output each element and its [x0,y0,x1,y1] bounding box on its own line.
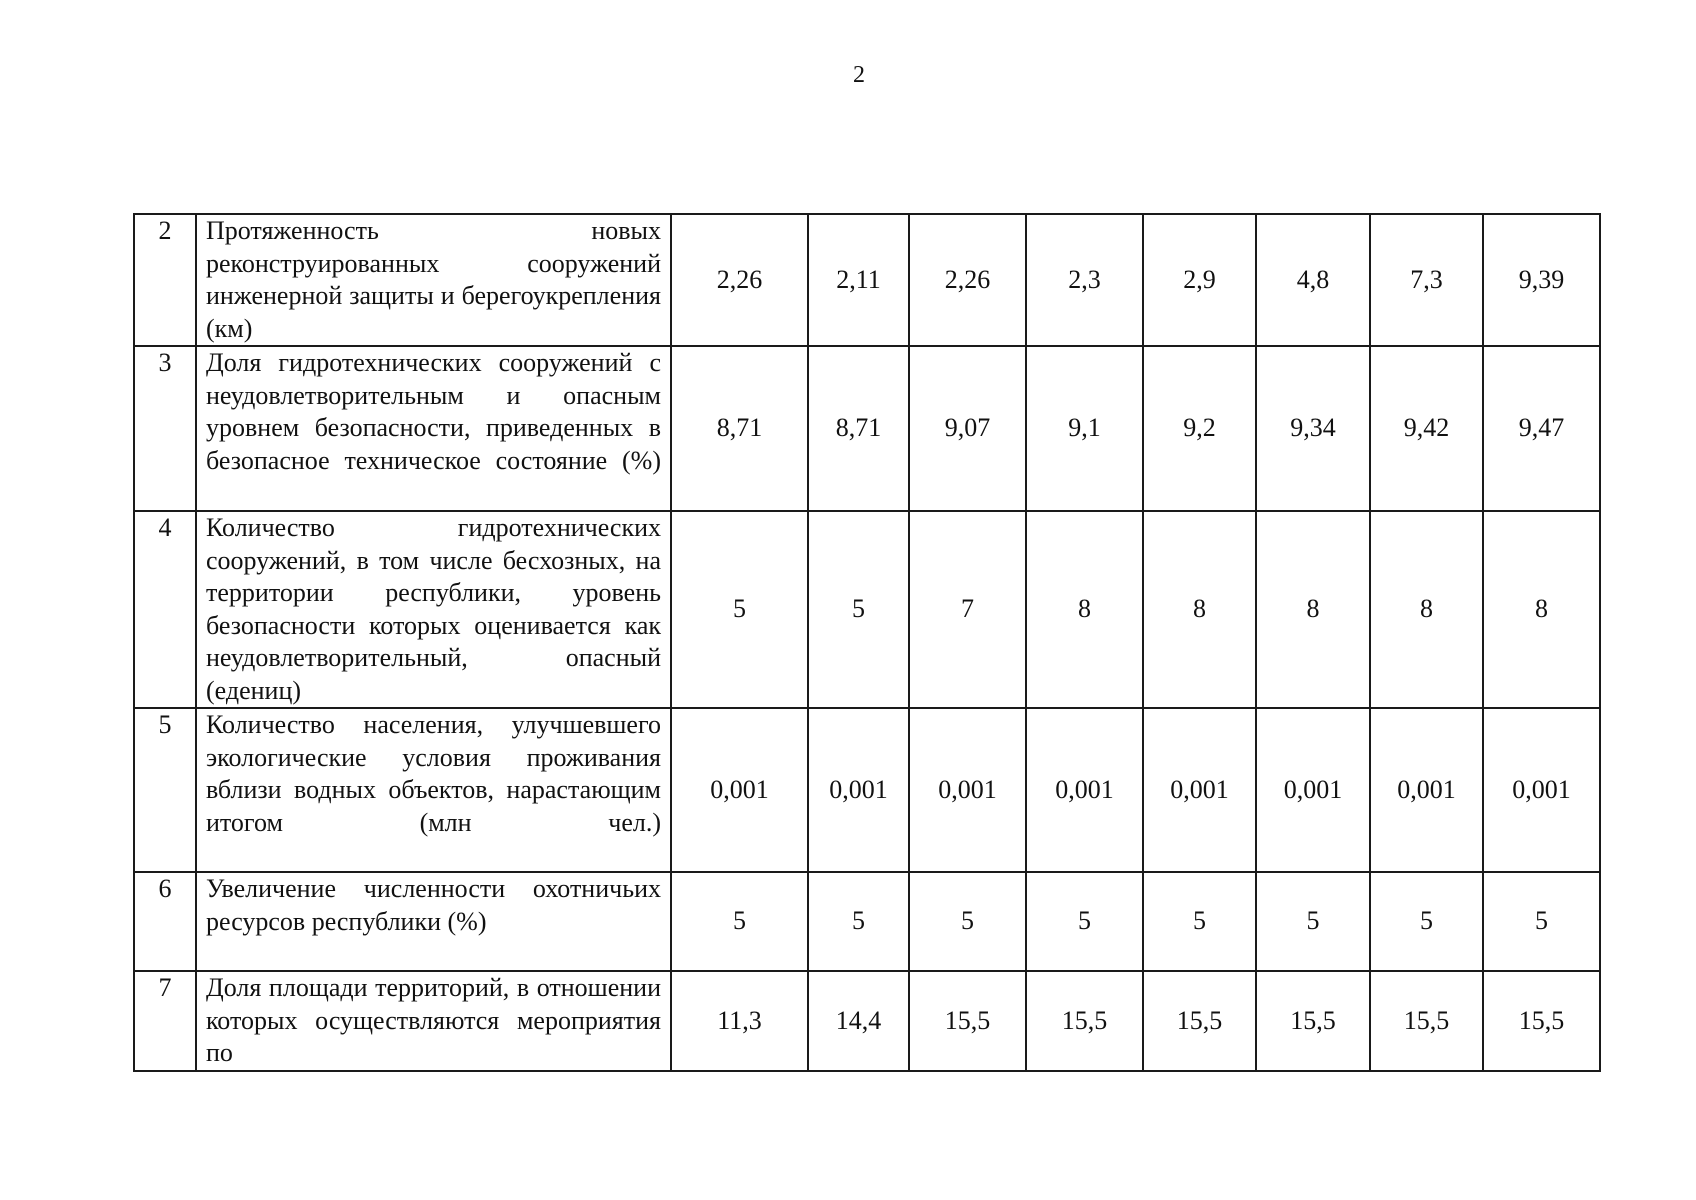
value-cell: 8 [1256,511,1370,708]
value-cell: 5 [1483,872,1600,971]
value-cell: 8 [1026,511,1143,708]
value-cell: 15,5 [1143,971,1256,1071]
value-cell: 5 [671,872,808,971]
value-cell: 14,4 [808,971,909,1071]
value-cell: 5 [1370,872,1483,971]
value-cell: 5 [671,511,808,708]
row-number-cell: 2 [134,214,196,346]
table-body [134,214,1600,1071]
value-cell: 0,001 [1483,708,1600,872]
value-cell: 5 [1143,872,1256,971]
value-cell: 7 [909,511,1026,708]
row-number-cell: 4 [134,511,196,708]
value-cell: 0,001 [808,708,909,872]
row-number-cell: 7 [134,971,196,1071]
value-cell: 15,5 [1483,971,1600,1071]
value-cell: 5 [808,872,909,971]
value-cell: 9,07 [909,346,1026,511]
value-cell: 5 [808,511,909,708]
indicator-name-cell: Увеличение численности охотничьих ресурсов республики (%) [196,872,671,971]
value-cell: 9,47 [1483,346,1600,511]
value-cell: 0,001 [1256,708,1370,872]
table-row [134,511,1600,708]
indicators-table [133,213,1601,1072]
table-row [134,872,1600,971]
value-cell: 15,5 [1256,971,1370,1071]
page-number: 2 [853,62,865,88]
indicator-name-cell: Количество населения, улучшевшего экологические условия проживания вблизи водных объектов, нарастающим итогом (млн чел.) [196,708,671,872]
value-cell: 9,42 [1370,346,1483,511]
table-row [134,971,1600,1071]
value-cell: 4,8 [1256,214,1370,346]
value-cell: 0,001 [1026,708,1143,872]
value-cell: 8 [1483,511,1600,708]
value-cell: 9,1 [1026,346,1143,511]
value-cell: 5 [1026,872,1143,971]
value-cell: 9,2 [1143,346,1256,511]
value-cell: 8 [1143,511,1256,708]
value-cell: 15,5 [1370,971,1483,1071]
value-cell: 15,5 [1026,971,1143,1071]
value-cell: 0,001 [671,708,808,872]
value-cell: 15,5 [909,971,1026,1071]
value-cell: 8,71 [808,346,909,511]
value-cell: 9,39 [1483,214,1600,346]
value-cell: 0,001 [1370,708,1483,872]
value-cell: 8,71 [671,346,808,511]
row-number-cell: 5 [134,708,196,872]
indicator-name-cell: Доля площади территорий, в отношении которых осуществляются мероприятия по [196,971,671,1071]
value-cell: 11,3 [671,971,808,1071]
indicator-name-cell: Протяженность новых реконструированных сооружений инженерной защиты и берегоукрепления (км) [196,214,671,346]
value-cell: 2,3 [1026,214,1143,346]
value-cell: 2,26 [671,214,808,346]
table-row [134,708,1600,872]
value-cell: 9,34 [1256,346,1370,511]
value-cell: 5 [909,872,1026,971]
table-row [134,214,1600,346]
value-cell: 2,26 [909,214,1026,346]
value-cell: 0,001 [909,708,1026,872]
indicator-name-cell: Доля гидротехнических сооружений с неудовлетворительным и опасным уровнем безопасности, приведенных в безопасное техническое состояние (%) [196,346,671,511]
indicator-name-cell: Количество гидротехнических сооружений, в том числе бесхозных, на территории республики, уровень безопасности которых оценивается как неудовлетворительный, опасный (едениц) [196,511,671,708]
value-cell: 5 [1256,872,1370,971]
table-row [134,346,1600,511]
value-cell: 8 [1370,511,1483,708]
row-number-cell: 3 [134,346,196,511]
row-number-cell: 6 [134,872,196,971]
value-cell: 0,001 [1143,708,1256,872]
value-cell: 7,3 [1370,214,1483,346]
value-cell: 2,11 [808,214,909,346]
value-cell: 2,9 [1143,214,1256,346]
